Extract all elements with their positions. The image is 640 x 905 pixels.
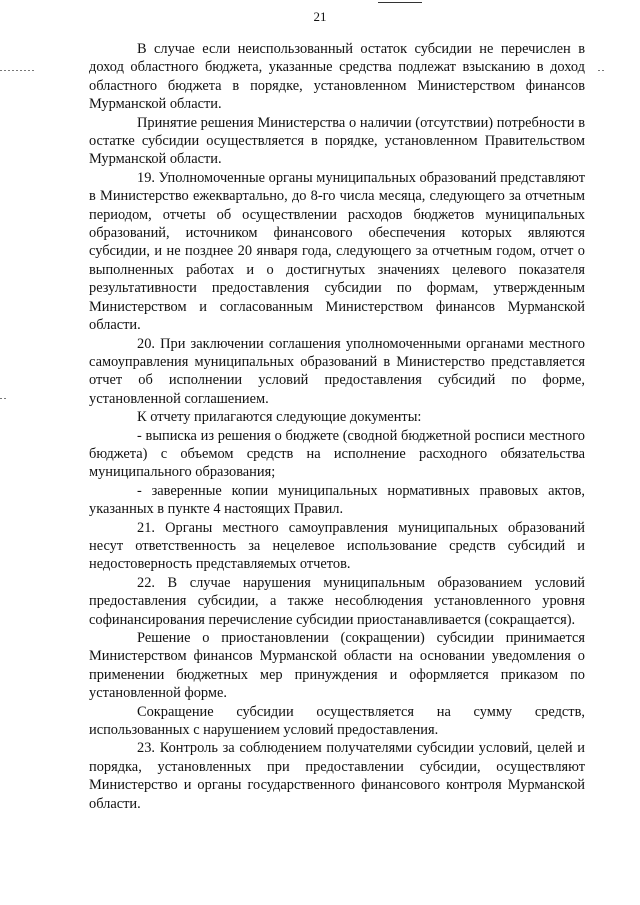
margin-mark	[0, 70, 34, 71]
paragraph: В случае если неиспользованный остаток субсидии не перечислен в доход областного бюджета, указанные средства подлежат взысканию в доход областного бюджета в порядке, установленном Министерством финансов Мурманской области.	[89, 41, 585, 113]
paragraph: 23. Контроль за соблюдением получателями субсидии условий, целей и порядка, установленных при предоставлении субсидии, осуществляют Министерство и органы государственного финансового контроля Мурманской области.	[89, 740, 585, 812]
margin-mark	[0, 398, 6, 399]
list-item: - выписка из решения о бюджете (сводной бюджетной росписи местного бюджета) с объемом средств на исполнение расходного обязательства муниципального образования;	[89, 427, 585, 481]
paragraph: 20. При заключении соглашения уполномоченными органами местного самоуправления муниципальных образований в Министерство представляется отчет об исполнении условий предоставления субсидий по форме, установленной соглашением.	[89, 335, 585, 407]
paragraph: К отчету прилагаются следующие документы:	[137, 409, 422, 426]
page-number: 21	[313, 9, 327, 24]
top-rule	[378, 2, 422, 3]
paragraph: Принятие решения Министерства о наличии (отсутствии) потребности в остатке субсидии осуществляется в порядке, установленном Правительством Мурманской области.	[89, 114, 585, 168]
paragraph: 22. В случае нарушения муниципальным образованием условий предоставления субсидии, а также несоблюдения установленного уровня софинансирования перечисление субсидии приостанавливается (сокращается).	[89, 574, 585, 628]
list-item: - заверенные копии муниципальных нормативных правовых актов, указанных в пункте 4 настоящих Правил.	[89, 482, 585, 518]
paragraph: 19. Уполномоченные органы муниципальных образований представляют в Министерство ежеквартально, до 8-го числа месяца, следующего за отчетным периодом, отчеты об осуществлении расходов бюджетов муниципальных образований, источником финансового обеспечения которых являются субсидии, и не позднее 20 января года, следующего за отчетным годом, отчет о выполненных работах и о достигнутых значениях целевого показателя результативности предоставления субсидии по формам, утвержденным Министерством и согласованным Министерством финансов Мурманской области.	[89, 169, 586, 334]
document-body	[89, 40, 585, 813]
paragraph: 21. Органы местного самоуправления муниципальных образований несут ответственность за нецелевое использование средств субсидий и недостоверность представляемых отчетов.	[89, 519, 585, 573]
margin-mark	[598, 70, 604, 71]
paragraph: Сокращение субсидии осуществляется на сумму средств, использованных с нарушением условий предоставления.	[89, 703, 585, 739]
paragraph: Решение о приостановлении (сокращении) субсидии принимается Министерством финансов Мурманской области на основании уведомления о применении бюджетных мер принуждения и оформляется приказом по установленной форме.	[89, 630, 585, 702]
